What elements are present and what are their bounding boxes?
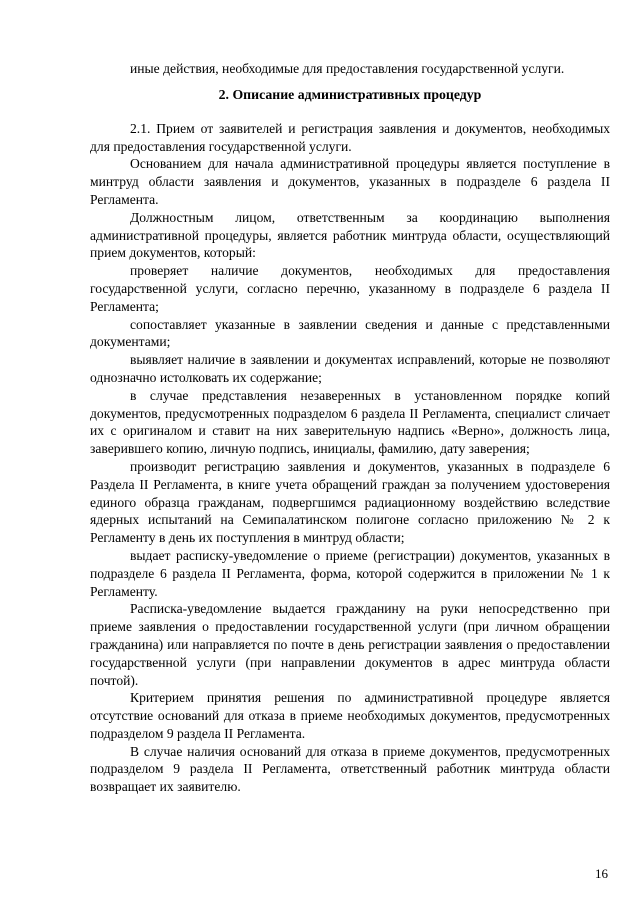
paragraph-certifies-copies: в случае представления незаверенных в установленном порядке копий документов, предусмотренных подразделом 6 раздела II Регламента, специалист сличает их с оригиналом и ставит на них заверительную надпись «Верно», должность лица, заверившего копию, личную подпись, инициалы, фамилию, дату заверения;: [90, 387, 610, 457]
paragraph-2-1: 2.1. Прием от заявителей и регистрация заявления и документов, необходимых для предоставления государственной услуги.: [90, 120, 610, 154]
paragraph-compares-data: сопоставляет указанные в заявлении сведения и данные с представленными документами;: [90, 316, 610, 350]
paragraph-continuation: иные действия, необходимые для предоставления государственной услуги.: [130, 61, 565, 76]
document-page: [90, 60, 610, 796]
paragraph-receipt-delivery: Расписка-уведомление выдается гражданину на руки непосредственно при приеме заявления о предоставлении государственной услуги (при личном обращении гражданина) или направляется по почте в день регистрации заявления о предоставлении государственной услуги (при направлении документов в адрес минтруда области почтой).: [90, 601, 610, 688]
section-heading: [90, 86, 610, 120]
section-heading-text: 2. Описание административных процедур: [218, 86, 482, 102]
paragraph-responsible-official: Должностным лицом, ответственным за координацию выполнения административной процедуры, является работник минтруда области, осуществляющий прием документов, который:: [90, 209, 610, 261]
paragraph-decision-criterion: Критерием принятия решения по административной процедуре является отсутствие оснований для отказа в приеме необходимых документов, предусмотренных подразделом 9 раздела II Регламента.: [90, 690, 610, 741]
paragraph-issues-receipt: выдает расписку-уведомление о приеме (регистрации) документов, указанных в подразделе 6 раздела II Регламента, форма, которой содержится в приложении № 1 к Регламенту.: [90, 547, 610, 599]
paragraph-identifies-corrections: выявляет наличие в заявлении и документах исправлений, которые не позволяют однозначно истолковать их содержание;: [90, 352, 610, 385]
page-number: 16: [595, 866, 608, 881]
paragraph-registers-application: производит регистрацию заявления и документов, указанных в подразделе 6 Раздела II Регламента, в книге учета обращений граждан за получением удостоверения единого образца гражданам, подвергшимся радиационному воздействию вследствие ядерных испытаний на Семипалатинском полигоне согласно приложению № 2 к Регламенту в день их поступления в минтруд области;: [90, 458, 610, 546]
paragraph-refusal-return: В случае наличия оснований для отказа в приеме документов, предусмотренных подразделом 9 раздела II Регламента, ответственный работник минтруда области возвращает их заявителю.: [90, 743, 610, 795]
paragraph-checks-documents: проверяет наличие документов, необходимых для предоставления государственной услуги, согласно перечню, указанному в подразделе 6 раздела II Регламента;: [90, 263, 610, 314]
paragraph-basis: Основанием для начала административной процедуры является поступление в минтруд области заявления и документов, указанных в подразделе 6 раздела II Регламента.: [90, 156, 610, 207]
